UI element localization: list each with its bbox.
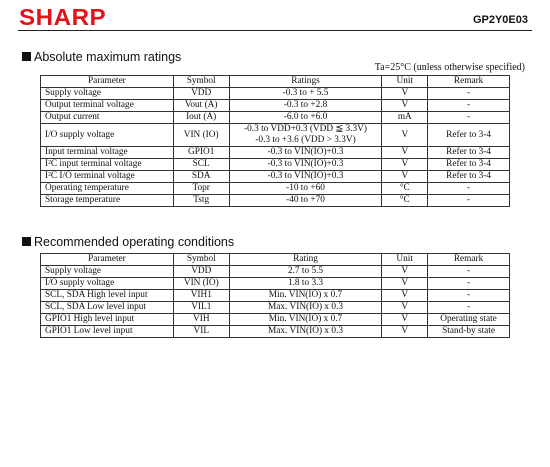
cell-rating: -0.3 to VIN(IO)+0.3 bbox=[229, 171, 382, 183]
cell-remark: - bbox=[428, 278, 510, 290]
table-row bbox=[41, 314, 510, 326]
cell-remark: Operating state bbox=[428, 314, 510, 326]
cell-unit: V bbox=[382, 278, 428, 290]
cell-parameter: Output terminal voltage bbox=[41, 100, 174, 112]
cell-rating: -0.3 to VIN(IO)+0.3 bbox=[229, 159, 382, 171]
table-header-row bbox=[41, 76, 510, 88]
cell-symbol: Tstg bbox=[173, 195, 229, 207]
cell-symbol: VIH bbox=[173, 314, 229, 326]
absolute-max-table bbox=[40, 75, 510, 207]
column-header: Symbol bbox=[173, 254, 229, 266]
cell-remark: - bbox=[428, 100, 510, 112]
header-rule bbox=[18, 30, 532, 31]
cell-parameter: SCL, SDA High level input bbox=[41, 290, 174, 302]
cell-remark: - bbox=[428, 195, 510, 207]
cell-rating bbox=[229, 124, 382, 147]
cell-rating: -0.3 to + 5.5 bbox=[229, 88, 382, 100]
cell-rating: -6.0 to +6.0 bbox=[229, 112, 382, 124]
column-header: Unit bbox=[382, 76, 428, 88]
cell-parameter: Supply voltage bbox=[41, 266, 174, 278]
section-title-recommended bbox=[22, 235, 234, 249]
cell-parameter: I²C input terminal voltage bbox=[41, 159, 174, 171]
cell-symbol: VDD bbox=[173, 266, 229, 278]
section-title-absolute-max bbox=[22, 50, 181, 64]
cell-symbol: VDD bbox=[173, 88, 229, 100]
cell-symbol: SCL bbox=[173, 159, 229, 171]
column-header: Remark bbox=[428, 76, 510, 88]
recommended-conditions-table bbox=[40, 253, 510, 338]
table-row bbox=[41, 266, 510, 278]
cell-parameter: GPIO1 High level input bbox=[41, 314, 174, 326]
table-header-row bbox=[41, 254, 510, 266]
square-bullet-icon bbox=[22, 237, 31, 246]
cell-remark: - bbox=[428, 290, 510, 302]
condition-note: Ta=25°C (unless otherwise specified) bbox=[374, 62, 525, 73]
table-row bbox=[41, 278, 510, 290]
table-row bbox=[41, 183, 510, 195]
cell-rating: 1.8 to 3.3 bbox=[229, 278, 382, 290]
table-row bbox=[41, 159, 510, 171]
cell-rating: Max. VIN(IO) x 0.3 bbox=[229, 302, 382, 314]
cell-unit: V bbox=[382, 290, 428, 302]
rating-line: -0.3 to VDD+0.3 (VDD ≦ 3.3V) bbox=[244, 124, 367, 134]
table-row bbox=[41, 326, 510, 338]
cell-remark: Refer to 3-4 bbox=[428, 171, 510, 183]
cell-symbol: VIL bbox=[173, 326, 229, 338]
cell-remark: Refer to 3-4 bbox=[428, 159, 510, 171]
cell-symbol: Topr bbox=[173, 183, 229, 195]
cell-unit: V bbox=[382, 88, 428, 100]
cell-remark: Refer to 3-4 bbox=[428, 147, 510, 159]
table-row bbox=[41, 302, 510, 314]
table-row bbox=[41, 171, 510, 183]
cell-symbol: VIN (IO) bbox=[173, 124, 229, 147]
cell-symbol: VIL1 bbox=[173, 302, 229, 314]
rating-line: -0.3 to +3.6 (VDD > 3.3V) bbox=[255, 135, 356, 145]
cell-symbol: Iout (A) bbox=[173, 112, 229, 124]
table-row bbox=[41, 112, 510, 124]
cell-parameter: I/O supply voltage bbox=[41, 278, 174, 290]
cell-unit: V bbox=[382, 314, 428, 326]
cell-parameter: Supply voltage bbox=[41, 88, 174, 100]
cell-parameter: GPIO1 Low level input bbox=[41, 326, 174, 338]
section-title-text: Recommended operating conditions bbox=[34, 235, 235, 249]
cell-unit: V bbox=[382, 266, 428, 278]
square-bullet-icon bbox=[22, 52, 31, 61]
cell-unit: V bbox=[382, 171, 428, 183]
table-row bbox=[41, 290, 510, 302]
cell-rating: Min. VIN(IO) x 0.7 bbox=[229, 314, 382, 326]
cell-unit: °C bbox=[382, 195, 428, 207]
cell-parameter: I/O supply voltage bbox=[41, 124, 174, 147]
column-header: Symbol bbox=[173, 76, 229, 88]
cell-rating: Min. VIN(IO) x 0.7 bbox=[229, 290, 382, 302]
cell-remark: Refer to 3-4 bbox=[428, 124, 510, 147]
cell-parameter: SCL, SDA Low level input bbox=[41, 302, 174, 314]
section-title-text: Absolute maximum ratings bbox=[34, 50, 182, 64]
column-header: Unit bbox=[382, 254, 428, 266]
cell-rating: -40 to +70 bbox=[229, 195, 382, 207]
cell-rating: -0.3 to VIN(IO)+0.3 bbox=[229, 147, 382, 159]
table-row bbox=[41, 100, 510, 112]
cell-parameter: Output current bbox=[41, 112, 174, 124]
cell-rating: Max. VIN(IO) x 0.3 bbox=[229, 326, 382, 338]
table-row bbox=[41, 88, 510, 100]
cell-unit: mA bbox=[382, 112, 428, 124]
table-row bbox=[41, 195, 510, 207]
cell-symbol: VIN (IO) bbox=[173, 278, 229, 290]
cell-remark: - bbox=[428, 88, 510, 100]
column-header: Remark bbox=[428, 254, 510, 266]
column-header: Parameter bbox=[41, 254, 174, 266]
cell-remark: Stand-by state bbox=[428, 326, 510, 338]
cell-unit: V bbox=[382, 302, 428, 314]
cell-parameter: Operating temperature bbox=[41, 183, 174, 195]
cell-rating: -10 to +60 bbox=[229, 183, 382, 195]
column-header: Rating bbox=[229, 254, 382, 266]
column-header: Ratings bbox=[229, 76, 382, 88]
cell-remark: - bbox=[428, 112, 510, 124]
cell-remark: - bbox=[428, 266, 510, 278]
column-header: Parameter bbox=[41, 76, 174, 88]
cell-symbol: SDA bbox=[173, 171, 229, 183]
cell-unit: V bbox=[382, 326, 428, 338]
brand-logo: SHARP bbox=[19, 4, 107, 30]
cell-unit: V bbox=[382, 159, 428, 171]
cell-unit: °C bbox=[382, 183, 428, 195]
cell-parameter: Storage temperature bbox=[41, 195, 174, 207]
cell-rating: 2.7 to 5.5 bbox=[229, 266, 382, 278]
cell-parameter: I²C I/O terminal voltage bbox=[41, 171, 174, 183]
cell-symbol: VIH1 bbox=[173, 290, 229, 302]
table-row bbox=[41, 124, 510, 147]
cell-unit: V bbox=[382, 147, 428, 159]
cell-unit: V bbox=[382, 124, 428, 147]
cell-parameter: Input terminal voltage bbox=[41, 147, 174, 159]
cell-rating: -0.3 to +2.8 bbox=[229, 100, 382, 112]
cell-remark: - bbox=[428, 183, 510, 195]
cell-symbol: Vout (A) bbox=[173, 100, 229, 112]
cell-symbol: GPIO1 bbox=[173, 147, 229, 159]
table-row bbox=[41, 147, 510, 159]
cell-remark: - bbox=[428, 302, 510, 314]
cell-unit: V bbox=[382, 100, 428, 112]
part-number: GP2Y0E03 bbox=[472, 14, 528, 26]
